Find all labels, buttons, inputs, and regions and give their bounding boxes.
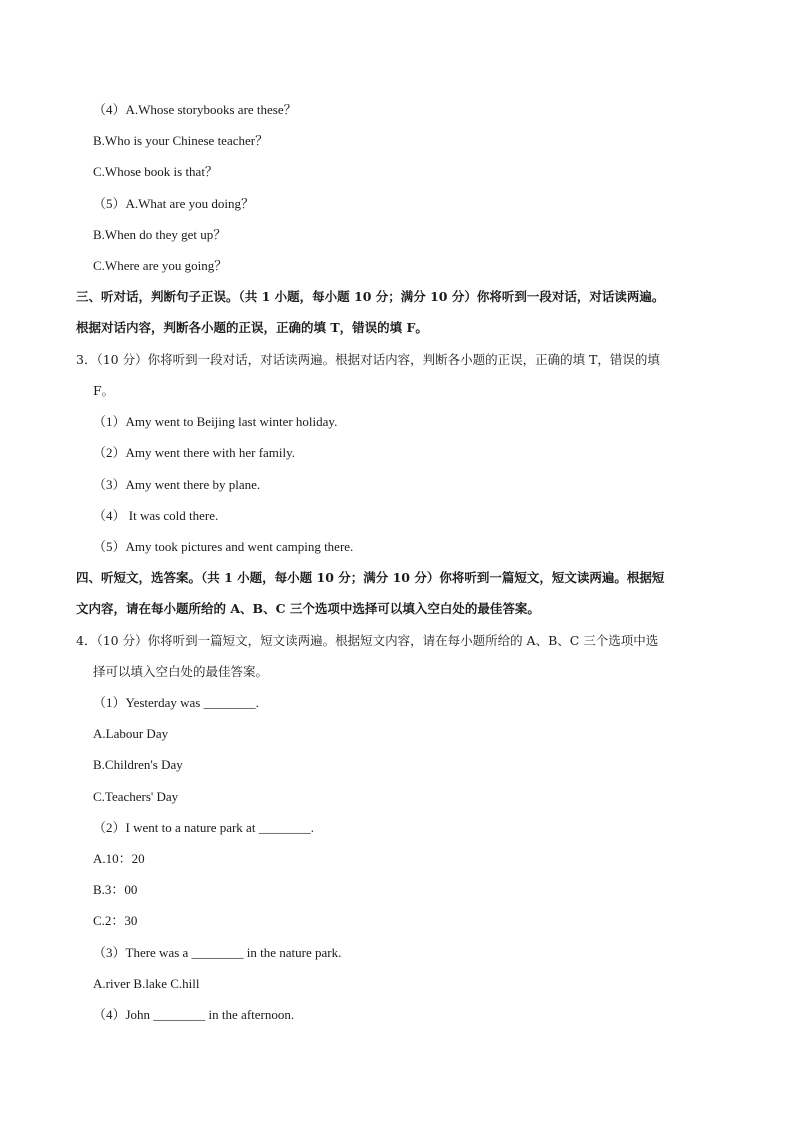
item-3-options: A.river B.lake C.hill bbox=[93, 976, 200, 991]
statement-5: （5）Amy took pictures and went camping there. bbox=[93, 539, 354, 554]
item-1-option-b: B.Children's Day bbox=[93, 757, 183, 772]
item-2-prompt: （2）I went to a nature park at ________. bbox=[93, 820, 314, 835]
question-4-stem: 4．（10 分）你将听到一篇短文，短文读两遍。根据短文内容，请在每小题所给的 A、B、C 三个选项中选 bbox=[76, 633, 659, 648]
item-4-prompt: （4）John ________ in the afternoon. bbox=[93, 1007, 295, 1022]
statement-3: （3）Amy went there by plane. bbox=[93, 477, 261, 492]
question-5-option-a: （5）A.What are you doing？ bbox=[93, 196, 255, 211]
item-3-prompt: （3）There was a ________ in the nature park. bbox=[93, 945, 342, 960]
question-3-stem-cont: F。 bbox=[93, 383, 115, 398]
question-3-stem: 3．（10 分）你将听到一段对话，对话读两遍。根据对话内容，判断各小题的正误，正确的填 T，错误的填 bbox=[76, 352, 660, 367]
item-1-option-a: A.Labour Day bbox=[93, 726, 169, 741]
statement-2: （2）Amy went there with her family. bbox=[93, 445, 296, 460]
item-1-prompt: （1）Yesterday was ________. bbox=[93, 695, 259, 710]
item-2-option-b: B.3：00 bbox=[93, 882, 138, 897]
question-4-option-c: C.Whose book is that？ bbox=[93, 164, 218, 179]
section-4-heading: 四、听短文，选答案。（共 1 小题，每小题 10 分；满分 10 分）你将听到一篇短文，短文读两遍。根据短 bbox=[76, 570, 665, 585]
question-5-option-b: B.When do they get up？ bbox=[93, 227, 227, 242]
item-2-option-c: C.2：30 bbox=[93, 913, 138, 928]
statement-1: （1）Amy went to Beijing last winter holiday. bbox=[93, 414, 338, 429]
statement-4: （4） It was cold there. bbox=[93, 508, 219, 523]
question-4-option-a: （4）A.Whose storybooks are these？ bbox=[93, 102, 297, 117]
question-4-option-b: B.Who is your Chinese teacher？ bbox=[93, 133, 269, 148]
section-4-heading-cont: 文内容，请在每小题所给的 A、B、C 三个选项中选择可以填入空白处的最佳答案。 bbox=[76, 601, 540, 616]
question-5-option-c: C.Where are you going？ bbox=[93, 258, 228, 273]
item-2-option-a: A.10：20 bbox=[93, 851, 145, 866]
section-3-heading-cont: 根据对话内容，判断各小题的正误，正确的填 T，错误的填 F。 bbox=[76, 320, 428, 335]
question-4-stem-cont: 择可以填入空白处的最佳答案。 bbox=[93, 664, 269, 679]
section-3-heading: 三、听对话，判断句子正误。（共 1 小题，每小题 10 分；满分 10 分）你将听到一段对话，对话读两遍。 bbox=[76, 289, 665, 304]
item-1-option-c: C.Teachers' Day bbox=[93, 789, 179, 804]
